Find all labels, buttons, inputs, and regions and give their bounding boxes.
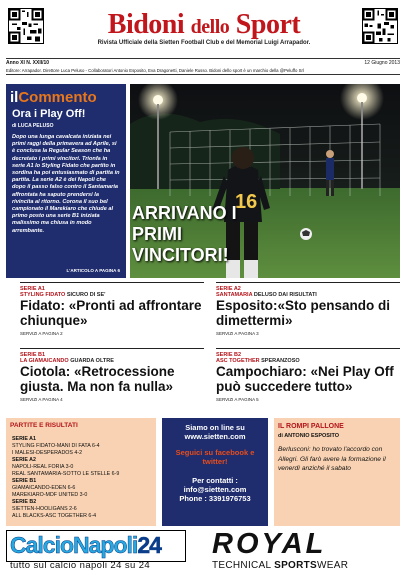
contact-box	[162, 418, 268, 526]
result-row: I MALESI-DESPERADOS 4-2	[12, 450, 83, 456]
logo-wordmark: ROYAL	[212, 528, 327, 560]
commento-footer: L'ARTICOLO A PAGINA 6	[66, 268, 120, 273]
issue-number: Anno XI N. XXII/10	[6, 60, 50, 66]
article-rule	[216, 348, 400, 349]
masthead-subtitle: Rivista Ufficiale della Sietten Football Club e del Memorial Luigi Arrapador.	[97, 40, 311, 46]
result-row: GIAMAICANDO-EDEN 6-6	[12, 485, 76, 491]
result-row: ALL BLACKS-ASC TOGETHER 6-4	[12, 513, 97, 519]
result-row: NAPOLI-REAL FORIA 3-0	[12, 464, 74, 470]
results-group-heading: SERIE A1	[12, 436, 36, 442]
article-kicker: SERIE A2 SANTAMARIA DELUSO DAI RISULTATI	[216, 286, 317, 298]
qr-code-left	[8, 8, 44, 44]
commento-heading: ilCommento	[10, 89, 97, 106]
article-rule	[20, 348, 204, 349]
social-block: Seguici su facebook e twitter!	[175, 448, 255, 466]
commento-subheading: Ora i Play Off!	[12, 108, 86, 120]
result-row: SIETTEN-HOOLIGANS 2-6	[12, 506, 77, 512]
commento-byline: di LUCA PELUSO	[12, 123, 54, 129]
rompi-body: Berlusconi: ho trovato l'accordo con Allegri. Gli farò avere la formazione il venerdì anziché il sabato	[278, 446, 386, 472]
results-title: PARTITE E RISULTATI	[10, 422, 78, 429]
rompi-title: IL ROMPI PALLONE	[278, 423, 344, 430]
credits-line: Editore: Arrapador. Direttore Luca Peluso - Collaboratori Antonio Esposito, Eva Dragonetti, Daniele Russo. Bidoni dello sport è un marchio della @Peluffo Srl	[6, 67, 400, 75]
logo-wordmark: CalcioNapoli24	[10, 532, 161, 558]
contacts-block: Per contatti : info@sietten.com Phone : 3391976753	[162, 476, 268, 503]
logo-tagline: TECHNICAL SPORTSWEAR	[212, 560, 349, 571]
qr-code-right	[362, 8, 398, 44]
results-list	[12, 436, 152, 520]
rompi-pallone-box	[274, 418, 400, 526]
email-link[interactable]: info@sietten.com	[183, 485, 247, 494]
article-a2	[216, 282, 400, 336]
calcionapoli24-logo[interactable]	[6, 530, 200, 574]
article-rule	[20, 282, 204, 283]
results-box	[6, 418, 156, 526]
results-group-heading: SERIE A2	[12, 457, 36, 463]
article-headline[interactable]: Esposito:«Sto pensando di dimettermi»	[216, 298, 391, 328]
website-link[interactable]: www.sietten.com	[184, 432, 246, 441]
article-headline[interactable]: Ciotola: «Retrocessione giusta. Ma non fa nulla»	[20, 364, 175, 394]
rompi-byline: di ANTONIO ESPOSITO	[278, 433, 340, 439]
article-service: SERVIZI A PAGINA 3	[216, 331, 259, 336]
article-a1	[20, 282, 204, 336]
commento-body: Dopo una lunga cavalcata iniziata nei primi raggi della primavera ad Aprile, si è conclusa la Regular Season che ha decretato i primi vincitori. Trionfa in serie A1 lo Styling Fidato che partito in sordina ha poi entusiasmato di partita in partita. La serie A2 è dei Napoli che dopo il passo falso contro il Santamaria affrontata ha saputo prendersi la rivincita al ritorno. Corona il suo bel campionato il Marekiaro che chiude al primo posto una serie B1 iniziata malissimo ma chiusa in modo arrembante.	[12, 134, 120, 234]
article-kicker: SERIE A1 STYLING FIDATO SICURO DI SE'	[20, 286, 106, 298]
article-headline[interactable]: Campochiaro: «Nei Play Off può succedere tutto»	[216, 364, 394, 394]
article-b2	[216, 348, 400, 402]
article-service: SERVIZI A PAGINA 4	[20, 397, 63, 402]
logo-tagline: tutto sul calcio napoli 24 su 24	[10, 560, 151, 571]
masthead-title: Bidoni dello Sport	[107, 9, 301, 40]
issue-date: 12 Giugno 2013	[364, 60, 400, 66]
result-row: REAL SANTAMARIA-SOTTO LE STELLE 6-9	[12, 471, 120, 477]
result-row: STYLING FIDATO-MANI DI FATA 6-4	[12, 443, 100, 449]
phone-number[interactable]: Phone : 3391976753	[179, 494, 251, 503]
article-b1	[20, 348, 204, 402]
royal-logo[interactable]	[206, 528, 402, 574]
results-group-heading: SERIE B2	[12, 499, 37, 505]
article-rule	[216, 282, 400, 283]
article-service: SERVIZI A PAGINA 5	[216, 397, 259, 402]
article-kicker: SERIE B2 ASC TOGETHER SPERANZOSO	[216, 352, 300, 364]
article-service: SERVIZI A PAGINA 2	[20, 331, 63, 336]
result-row: MAREKIARO-MDF UNITED 3-0	[12, 492, 88, 498]
website-block: Siamo on line su www.sietten.com	[162, 423, 268, 441]
player-number: 16	[235, 191, 258, 213]
cover-headline: ARRIVANO I PRIMI VINCITORI!	[132, 203, 237, 265]
results-group-heading: SERIE B1	[12, 478, 37, 484]
commento-box	[6, 84, 126, 278]
article-headline[interactable]: Fidato: «Pronti ad affrontare chiunque»	[20, 298, 202, 328]
article-kicker: SERIE B1 LA GIAMAICANDO GUARDA OLTRE	[20, 352, 114, 364]
